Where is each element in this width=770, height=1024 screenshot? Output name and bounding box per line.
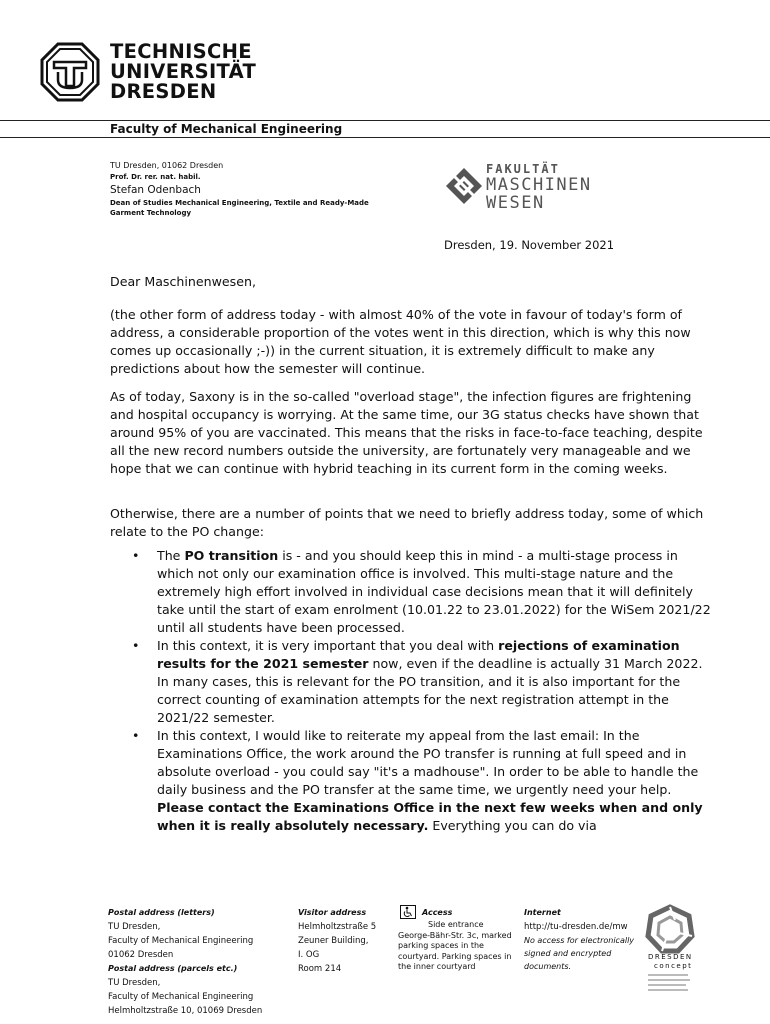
sender-title: Prof. Dr. rer. nat. habil. bbox=[110, 173, 201, 181]
postal-letters-line: 01062 Dresden bbox=[108, 950, 174, 960]
postal-parcels-heading: Postal address (parcels etc.) bbox=[108, 964, 238, 973]
university-line-3: DRESDEN bbox=[110, 80, 217, 103]
bullet-icon: • bbox=[132, 548, 140, 563]
paragraph-2: As of today, Saxony is in the so-called "overload stage", the infection figures are frightening and hospital occupancy is worrying. At the same time, our 3G status checks have shown that around 95% of you are vaccinated. This means that the risks in face-to-face teaching, despite all the new record numbers outside the university, are fortunately very manageable and we hope that we can continue with hybrid teaching in its current form in the coming weeks. bbox=[110, 389, 703, 476]
dresden-concept-logo-icon bbox=[645, 904, 695, 954]
postal-letters-line: TU Dresden, bbox=[108, 922, 161, 932]
sender-address: TU Dresden, 01062 Dresden bbox=[110, 161, 224, 170]
bullet-1-post: is - and you should keep this in mind - a multi-stage process in which not only our examination office is involved. This multi-stage nature and the extremely high effort involved in individual case decisions mean that it will definitely take until the start of exam enrolment (10.01.22 to 23.01.2022) for the WiSem 2021/22 until all students have been processed. bbox=[157, 548, 711, 635]
list-item bbox=[110, 547, 716, 637]
bullet-icon: • bbox=[132, 728, 140, 743]
visitor-line: Room 214 bbox=[298, 964, 342, 974]
faculty-name: Faculty of Mechanical Engineering bbox=[110, 122, 343, 136]
tu-dresden-logo-icon bbox=[40, 42, 100, 102]
dd-fine-print-icon bbox=[648, 974, 693, 991]
paragraph-3: Otherwise, there are a number of points that we need to briefly address today, some of which relate to the PO change: bbox=[110, 506, 704, 539]
bullet-2-pre: In this context, it is very important that you deal with bbox=[157, 638, 499, 653]
access-heading: Access bbox=[422, 908, 453, 917]
bullet-1-pre: The bbox=[157, 548, 185, 563]
faculty-logo-line-1: FAKULTÄT bbox=[486, 162, 560, 176]
postal-parcels-line: Faculty of Mechanical Engineering bbox=[108, 992, 254, 1002]
university-line-1: TECHNISCHE bbox=[110, 40, 252, 63]
faculty-logo-line-3: WESEN bbox=[486, 193, 545, 213]
postal-letters-heading: Postal address (letters) bbox=[108, 908, 215, 917]
visitor-heading: Visitor address bbox=[298, 908, 367, 917]
dresden-concept-wordmark bbox=[648, 953, 693, 991]
postal-parcels-line: TU Dresden, bbox=[108, 978, 161, 988]
header-divider-bottom bbox=[0, 137, 770, 138]
footer-postal-address bbox=[108, 906, 288, 1018]
footer-access bbox=[398, 906, 516, 973]
faculty-logo-line-2: MASCHINEN bbox=[486, 175, 592, 195]
footer-internet bbox=[524, 906, 640, 973]
postal-parcels-line: Helmholtzstraße 10, 01069 Dresden bbox=[108, 1006, 263, 1016]
access-text: Side entrance George-Bähr-Str. 3c, marked parking spaces in the courtyard. Parking spaces in the inner courtyard bbox=[398, 920, 512, 971]
dd-line-2: concept bbox=[654, 962, 693, 970]
bullet-3-post: Everything you can do via bbox=[428, 818, 597, 833]
university-wordmark bbox=[110, 42, 256, 102]
footer-visitor-address bbox=[298, 906, 390, 976]
faculty-logo bbox=[444, 162, 616, 212]
bullet-icon: • bbox=[132, 638, 140, 653]
wheelchair-icon bbox=[400, 905, 416, 919]
internet-heading: Internet bbox=[524, 908, 561, 917]
internet-url[interactable]: http://tu-dresden.de/mw bbox=[524, 922, 628, 932]
university-line-2: UNIVERSITÄT bbox=[110, 60, 257, 83]
salutation: Dear Maschinenwesen, bbox=[110, 274, 256, 289]
bullet-1-bold: PO transition bbox=[184, 548, 279, 563]
sender-name: Stefan Odenbach bbox=[110, 184, 201, 196]
bullet-list bbox=[110, 547, 716, 835]
sender-role: Dean of Studies Mechanical Engineering, Textile and Ready-Made Garment Technology bbox=[110, 199, 369, 217]
letter-date: Dresden, 19. November 2021 bbox=[444, 238, 615, 252]
dd-line-1: DRESDEN bbox=[648, 953, 693, 961]
bullet-3-bold: Please contact the Examinations Office in the next few weeks when and only when it is really absolutely necessary. bbox=[157, 800, 703, 833]
bullet-2-bold: rejections of examination results for the 2021 semester bbox=[157, 638, 680, 671]
postal-letters-line: Faculty of Mechanical Engineering bbox=[108, 936, 254, 946]
visitor-line: Helmholtzstraße 5 bbox=[298, 922, 377, 932]
visitor-line: Zeuner Building, bbox=[298, 936, 369, 946]
internet-note: No access for electronically signed and encrypted documents. bbox=[524, 936, 635, 971]
list-item bbox=[110, 727, 716, 835]
faculty-logo-mark-icon bbox=[444, 166, 484, 206]
list-item bbox=[110, 637, 716, 727]
header-divider-top bbox=[0, 120, 770, 121]
paragraph-1: (the other form of address today - with almost 40% of the vote in favour of today's form of address, a considerable proportion of the votes went in this direction, which is why this now comes up occasionally ;-)) in the current situation, it is extremely difficult to make any predictions about how the semester will continue. bbox=[110, 307, 691, 376]
bullet-2-post: now, even if the deadline is actually 31 March 2022. In many cases, this is relevant for the PO transition, and it is also important for the correct counting of examination attempts for the next registration attempt in the 2021/22 semester. bbox=[157, 656, 703, 725]
visitor-line: I. OG bbox=[298, 950, 320, 960]
bullet-3-pre: In this context, I would like to reiterate my appeal from the last email: In the Examinations Office, the work around the PO transfer is running at full speed and in absolute overload - you could say "it's a madhouse". In order to be able to handle the daily business and the PO transfer at the same time, we urgently need your help. bbox=[157, 728, 699, 797]
